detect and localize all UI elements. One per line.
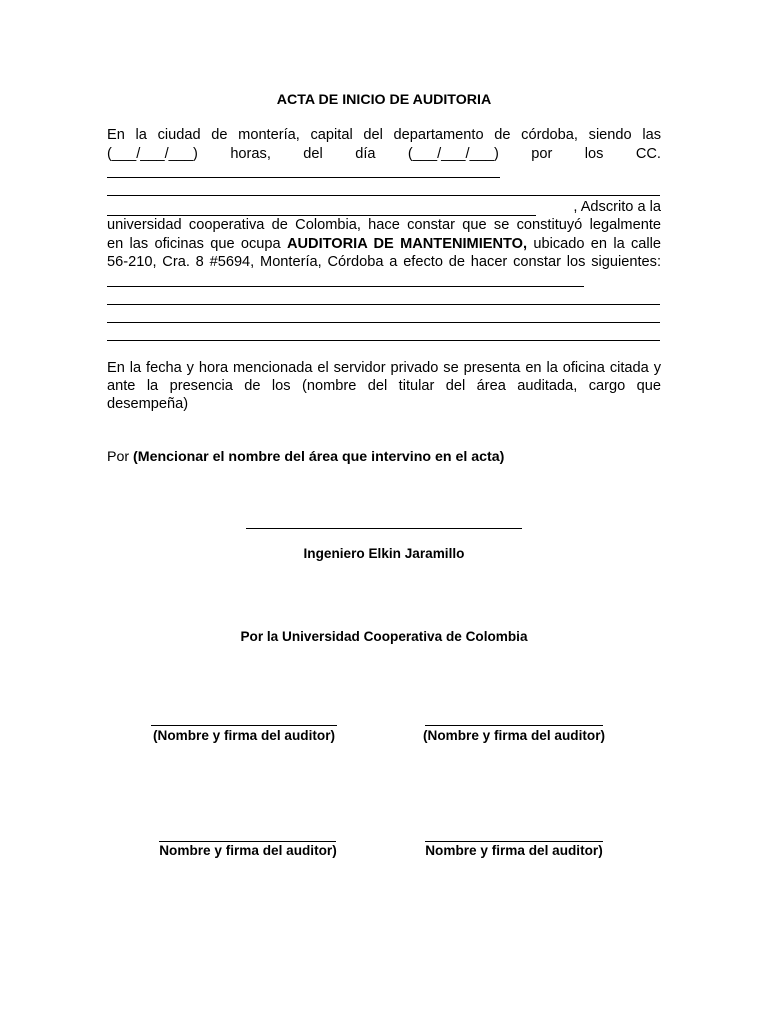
blank-line bbox=[107, 340, 660, 341]
line6-pre: en las oficinas que ocupa bbox=[107, 236, 281, 252]
por-area-bold: (Mencionar el nombre del área que intervino en el acta) bbox=[133, 449, 505, 465]
adscrito-text: , Adscrito a la bbox=[573, 199, 661, 215]
area-name-bold: AUDITORIA DE MANTENIMIENTO, bbox=[286, 236, 528, 252]
word-los: los bbox=[584, 146, 604, 162]
auditor-signature-line bbox=[151, 725, 337, 726]
paragraph1-line4 bbox=[107, 198, 661, 216]
blank-line bbox=[107, 286, 584, 287]
word-cc: CC. bbox=[635, 146, 661, 162]
word-dia: día bbox=[355, 146, 376, 162]
paragraph2-line3: desempeña) bbox=[107, 396, 189, 412]
auditor-signature-label: (Nombre y firma del auditor) bbox=[422, 728, 606, 743]
engineer-signature-line bbox=[246, 528, 522, 529]
paragraph2-line2: ante la presencia de los (nombre del titular del área auditada, cargo que bbox=[107, 378, 661, 394]
blank-line bbox=[107, 201, 536, 216]
blank-line bbox=[107, 195, 660, 196]
auditor-signature-label: Nombre y firma del auditor) bbox=[159, 843, 337, 858]
paragraph1-line2 bbox=[107, 145, 661, 163]
word-horas: horas, bbox=[230, 146, 271, 162]
por-prefix: Por bbox=[107, 449, 130, 465]
paragraph2-line1: En la fecha y hora mencionada el servidor privado se presenta en la oficina citada y bbox=[107, 360, 661, 376]
line6-post: ubicado en la calle bbox=[533, 236, 661, 252]
auditor-signature-line bbox=[425, 725, 603, 726]
engineer-name: Ingeniero Elkin Jaramillo bbox=[303, 546, 465, 561]
auditor-signature-label: (Nombre y firma del auditor) bbox=[152, 728, 336, 743]
time-blank: (___/___/___) bbox=[107, 146, 198, 162]
paragraph1-line7: 56-210, Cra. 8 #5694, Montería, Córdoba a efecto de hacer constar los siguientes: bbox=[107, 254, 661, 270]
auditor-signature-label: Nombre y firma del auditor) bbox=[425, 843, 603, 858]
blank-line bbox=[107, 304, 660, 305]
por-line bbox=[107, 448, 661, 466]
blank-line bbox=[107, 322, 660, 323]
date-blank: (___/___/___) bbox=[407, 146, 499, 162]
auditor-signature-line bbox=[425, 841, 603, 842]
university-line: Por la Universidad Cooperativa de Colombia bbox=[240, 629, 528, 644]
auditor-signature-line bbox=[159, 841, 336, 842]
word-del: del bbox=[303, 146, 323, 162]
paragraph1-line1: En la ciudad de montería, capital del departamento de córdoba, siendo las bbox=[107, 127, 661, 143]
document-title: ACTA DE INICIO DE AUDITORIA bbox=[276, 92, 492, 108]
word-por: por bbox=[531, 146, 553, 162]
blank-line bbox=[107, 177, 500, 178]
paragraph1-line6 bbox=[107, 235, 661, 253]
paragraph1-line5: universidad cooperativa de Colombia, hace constar que se constituyó legalmente bbox=[107, 217, 661, 233]
